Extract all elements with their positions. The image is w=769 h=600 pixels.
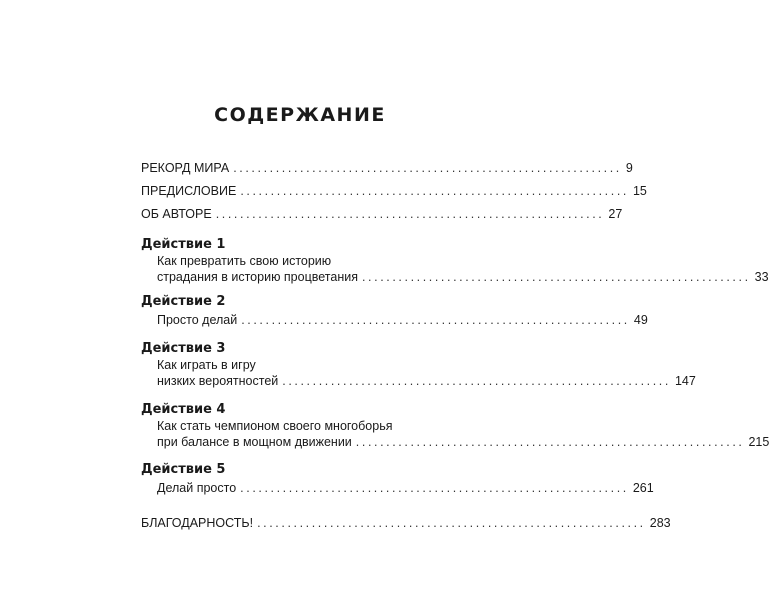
toc-entry-text: при балансе в мощном движении — [157, 435, 352, 449]
dot-leader: ................................................................ — [240, 184, 629, 198]
section-heading-5: Действие 5 — [141, 462, 226, 477]
section-entry-5 — [157, 481, 654, 495]
toc-title: СОДЕРЖАНИЕ — [214, 104, 386, 126]
toc-entry-preface — [141, 184, 647, 198]
dot-leader: ................................................................ — [241, 313, 630, 327]
toc-entry-page: 147 — [674, 374, 696, 388]
toc-entry-text: БЛАГОДАРНОСТЬ! — [141, 516, 254, 530]
dot-leader: ................................................................ — [355, 435, 745, 449]
toc-entry-text: Делай просто — [157, 481, 237, 495]
toc-entry-page: 215 — [748, 435, 769, 449]
toc-entry-text: РЕКОРД МИРА — [141, 161, 230, 175]
dot-leader: ................................................................ — [240, 481, 629, 495]
dot-leader: ................................................................ — [361, 270, 751, 284]
toc-entry-page: 33 — [754, 270, 769, 284]
toc-entry-page: 261 — [632, 481, 654, 495]
toc-entry-text: низких вероятностей — [157, 374, 279, 388]
section-heading-3: Действие 3 — [141, 341, 226, 356]
toc-entry-page: 15 — [632, 184, 647, 198]
toc-entry-text: страдания в историю процветания — [157, 270, 358, 284]
section-lead-1: Как превратить свою историю — [157, 254, 332, 268]
toc-entry-text: ПРЕДИСЛОВИЕ — [141, 184, 237, 198]
section-lead-4: Как стать чемпионом своего многоборья — [157, 419, 393, 433]
section-entry-4 — [157, 435, 769, 449]
section-entry-3 — [157, 374, 696, 388]
section-entry-1 — [157, 270, 769, 284]
dot-leader: ................................................................ — [257, 516, 646, 530]
section-heading-2: Действие 2 — [141, 294, 226, 309]
toc-entry-text: Просто делай — [157, 313, 238, 327]
toc-entry-author — [141, 207, 623, 221]
toc-entry-text: ОБ АВТОРЕ — [141, 207, 212, 221]
dot-leader: ................................................................ — [282, 374, 671, 388]
dot-leader: ................................................................ — [215, 207, 605, 221]
section-lead-3: Как играть в игру — [157, 358, 256, 372]
toc-entry-thanks — [141, 516, 671, 530]
section-heading-1: Действие 1 — [141, 237, 226, 252]
dot-leader: ................................................................ — [233, 161, 622, 175]
toc-entry-page: 283 — [649, 516, 671, 530]
toc-entry-page: 9 — [625, 161, 633, 175]
toc-entry-page: 49 — [633, 313, 648, 327]
toc-entry-page: 27 — [608, 207, 623, 221]
section-entry-2 — [157, 313, 648, 327]
section-heading-4: Действие 4 — [141, 402, 226, 417]
toc-entry-record — [141, 161, 633, 175]
